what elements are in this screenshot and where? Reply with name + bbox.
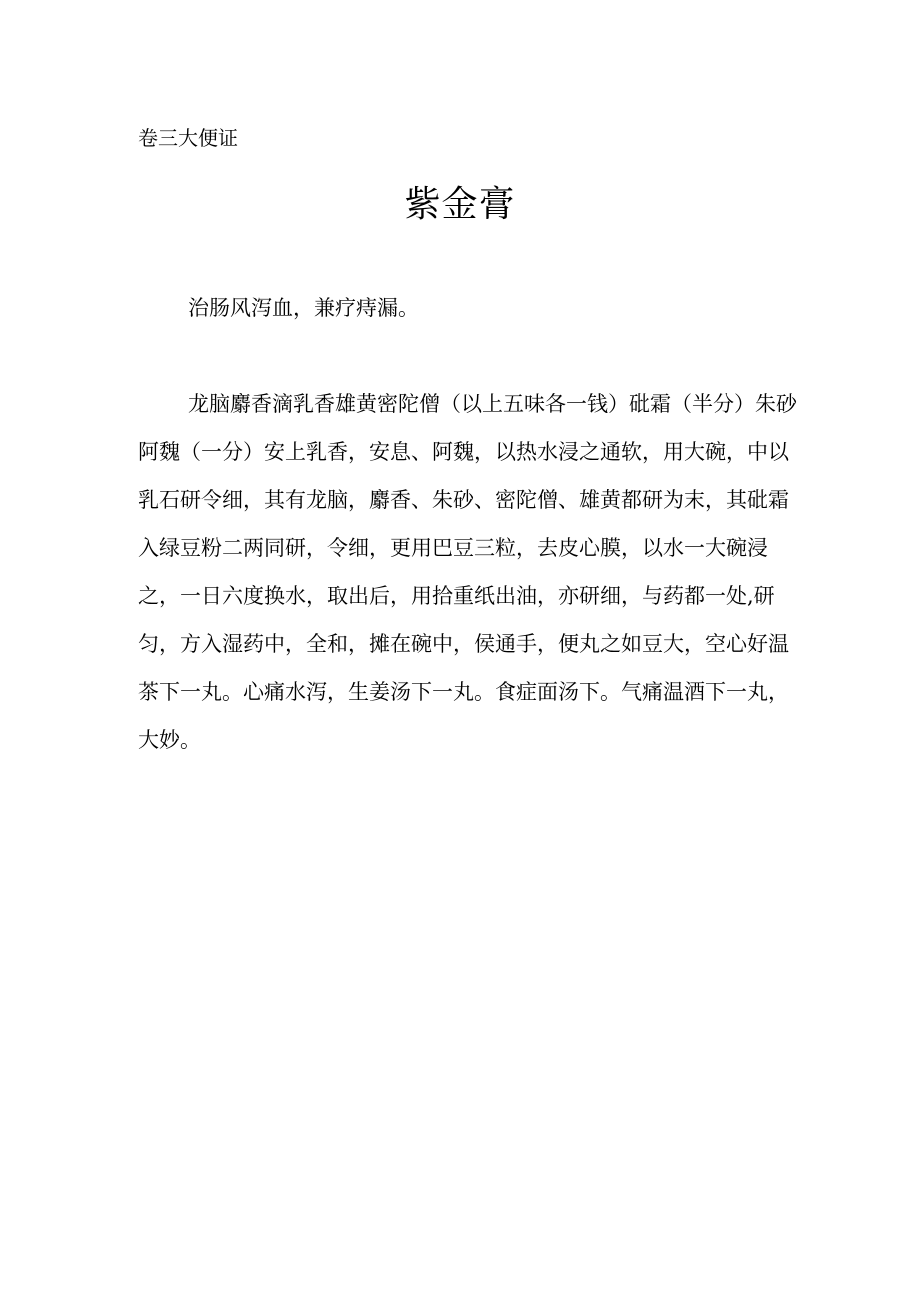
recipe-paragraph: 龙脑麝香滴乳香雄黄密陀僧（以上五味各一钱）砒霜（半分）朱砂阿魏（一分）安上乳香，安息、阿魏，以热水浸之通软，用大碗，中以乳石研令细，其有龙脑，麝香、朱砂、密陀僧、雄黄都研为末，其砒霜入绿豆粉二两同研，令细，更用巴豆三粒，去皮心膜，以水一大碗浸之，一日六度换水，取出后，用拾重纸出油，亦研细，与药都一处,研匀，方入湿药中，全和，摊在碗中，侯通手，便丸之如豆大，空心好温茶下一丸。心痛水泻，生姜汤下一丸。食症面汤下。气痛温酒下一丸，大妙。 [138, 392, 797, 752]
page-title: 紫金膏 [404, 184, 516, 225]
chapter-header: 卷三大便证 [138, 126, 238, 150]
indication-paragraph: 治肠风泻血，兼疗痔漏。 [188, 296, 419, 320]
